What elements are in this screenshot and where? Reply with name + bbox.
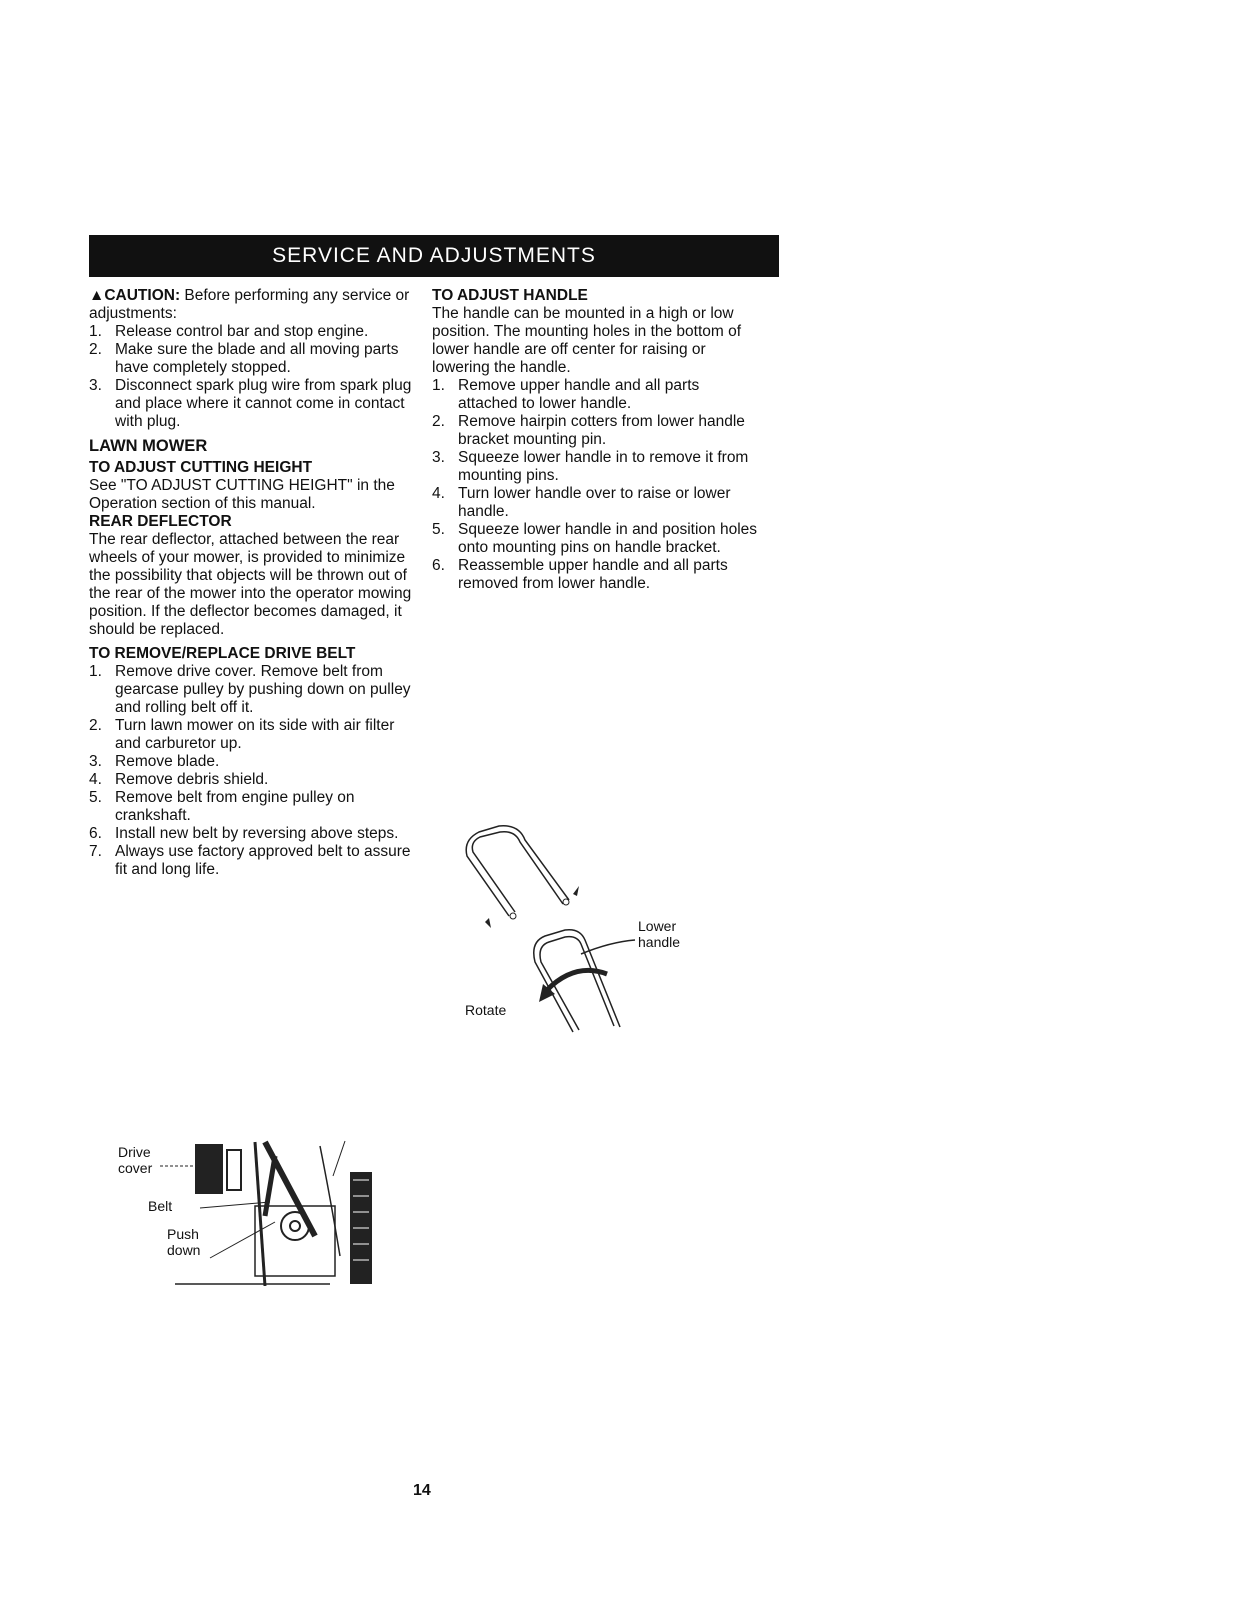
rear-deflector-text: The rear deflector, attached between the rear wheels of your mower, is provided to minimize the possibility that objects will be thrown out of the rear of the mower into the operator mowing position. If the deflector becomes damaged, it should be replaced. <box>89 531 412 638</box>
caution-steps <box>89 323 419 431</box>
list-item: 1. Remove upper handle and all parts attached to lower handle. <box>432 377 700 412</box>
list-item: 5. Remove belt from engine pulley on crankshaft. <box>89 789 355 824</box>
handle-steps <box>432 377 762 593</box>
handle-text: The handle can be mounted in a high or low position. The mounting holes in the bottom of lower handle are off center for raising or lowering the handle. <box>432 305 742 376</box>
handle-figure <box>455 812 715 1052</box>
lower-handle-label-2: handle <box>638 934 681 950</box>
list-item: 1. Remove drive cover. Remove belt from gearcase pulley by pushing down on pulley and rolling belt off it. <box>89 663 411 716</box>
list-item: 7. Always use factory approved belt to assure fit and long life. <box>89 843 411 878</box>
caution-label: CAUTION: <box>104 287 181 304</box>
push-down-label-2: down <box>167 1242 201 1258</box>
list-item: 2. Make sure the blade and all moving parts have completely stopped. <box>89 341 399 376</box>
list-item: 1. Release control bar and stop engine. <box>89 323 369 340</box>
list-item: 6. Install new belt by reversing above steps. <box>89 825 399 842</box>
push-down-label-1: Push <box>167 1226 199 1242</box>
drive-belt-figure <box>115 1136 395 1286</box>
list-item: 5. Squeeze lower handle in and position holes onto mounting pins on handle bracket. <box>432 521 758 556</box>
drive-belt-heading: TO REMOVE/REPLACE DRIVE BELT <box>89 645 356 662</box>
right-column <box>432 287 762 593</box>
drive-cover-label-2: cover <box>118 1160 153 1176</box>
list-item: 2. Remove hairpin cotters from lower handle bracket mounting pin. <box>432 413 745 448</box>
caution-text: Before performing any service or adjustments: <box>89 287 410 322</box>
list-item: 3. Disconnect spark plug wire from spark plug and place where it cannot come in contact with plug. <box>89 377 412 430</box>
list-item: 4. Remove debris shield. <box>89 771 269 788</box>
rear-deflector-heading: REAR DEFLECTOR <box>89 513 232 530</box>
list-item: 6. Reassemble upper handle and all parts removed from lower handle. <box>432 557 728 592</box>
lawn-mower-heading: LAWN MOWER <box>89 437 208 455</box>
lower-handle-label-1: Lower <box>638 918 677 934</box>
belt-label: Belt <box>148 1198 173 1214</box>
list-item: 3. Squeeze lower handle in to remove it from mounting pins. <box>432 449 749 484</box>
list-item: 2. Turn lawn mower on its side with air filter and carburetor up. <box>89 717 395 752</box>
cutting-height-heading: TO ADJUST CUTTING HEIGHT <box>89 459 313 476</box>
list-item: 4. Turn lower handle over to raise or lower handle. <box>432 485 731 520</box>
drive-cover-label-1: Drive <box>118 1144 151 1160</box>
drive-belt-steps <box>89 663 419 879</box>
section-banner: SERVICE AND ADJUSTMENTS <box>89 235 779 277</box>
list-item: 3. Remove blade. <box>89 753 220 770</box>
page-number: 14 <box>413 1482 431 1499</box>
cutting-height-text: See "TO ADJUST CUTTING HEIGHT" in the Operation section of this manual. <box>89 477 395 512</box>
left-column <box>89 287 419 879</box>
handle-heading: TO ADJUST HANDLE <box>432 287 588 304</box>
warning-triangle-icon: ▲ <box>89 287 105 304</box>
rotate-label: Rotate <box>465 1002 507 1018</box>
caution-paragraph <box>89 287 419 323</box>
